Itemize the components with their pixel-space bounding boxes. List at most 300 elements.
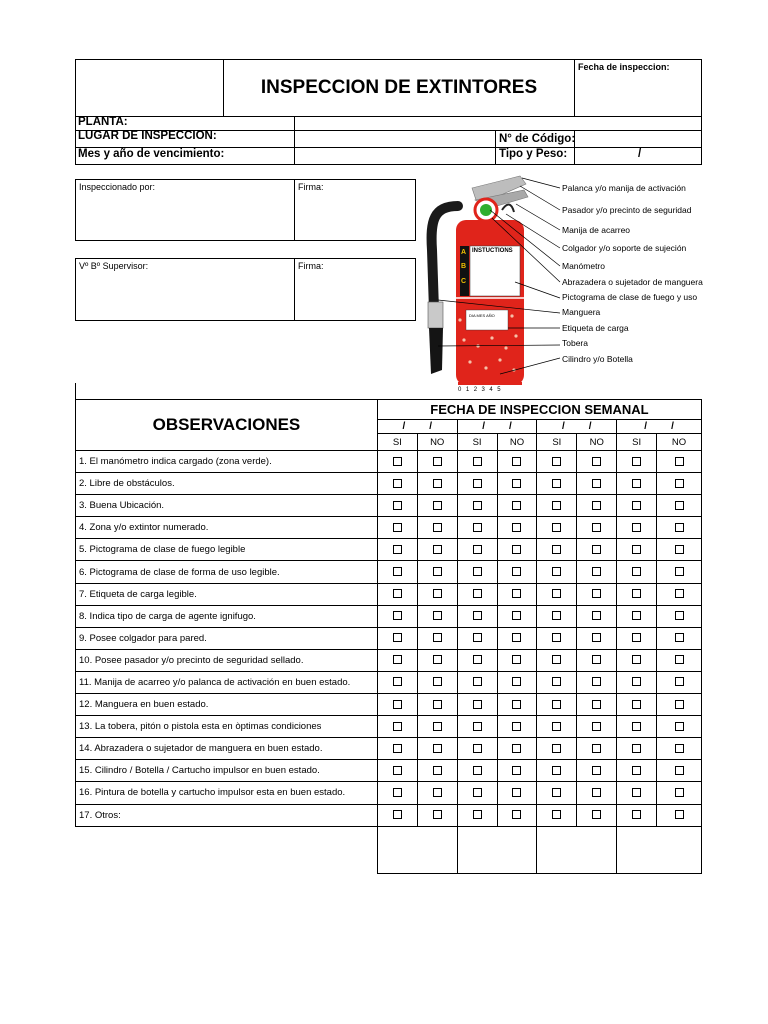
planta-field[interactable] bbox=[295, 116, 701, 130]
checkbox-cell bbox=[457, 561, 497, 583]
no-checkbox[interactable] bbox=[433, 501, 442, 510]
no-checkbox[interactable] bbox=[433, 567, 442, 576]
no-checkbox[interactable] bbox=[675, 611, 684, 620]
si-checkbox[interactable] bbox=[632, 810, 641, 819]
week-date-1[interactable] bbox=[377, 420, 457, 434]
fecha-inspeccion-label: Fecha de inspeccion: bbox=[578, 62, 670, 72]
checkbox-cell bbox=[497, 495, 537, 517]
no-checkbox[interactable] bbox=[512, 677, 521, 686]
checkbox-cell bbox=[577, 804, 617, 826]
observation-item: 11. Manija de acarreo y/o palanca de activación en buen estado. bbox=[76, 671, 378, 693]
abc-letter-a: A bbox=[461, 249, 467, 256]
annotation-manometro: Manómetro bbox=[562, 261, 605, 271]
no-checkbox[interactable] bbox=[512, 567, 521, 576]
no-checkbox[interactable] bbox=[592, 545, 601, 554]
checkbox-cell bbox=[377, 495, 417, 517]
no-checkbox[interactable] bbox=[433, 700, 442, 709]
checkbox-cell bbox=[457, 627, 497, 649]
no-checkbox[interactable] bbox=[675, 633, 684, 642]
week-date-2[interactable] bbox=[457, 420, 537, 434]
checkbox-cell bbox=[417, 694, 457, 716]
checkbox-cell bbox=[537, 716, 577, 738]
checkbox-cell bbox=[457, 451, 497, 473]
scale-4: 4 bbox=[489, 387, 493, 393]
no-checkbox[interactable] bbox=[433, 589, 442, 598]
si-checkbox[interactable] bbox=[393, 545, 402, 554]
no-checkbox[interactable] bbox=[512, 479, 521, 488]
si-checkbox[interactable] bbox=[393, 501, 402, 510]
annotation-abrazadera: Abrazadera o sujetador de manguera bbox=[562, 277, 703, 287]
checkbox-cell bbox=[577, 738, 617, 760]
scale-2: 2 bbox=[473, 387, 478, 393]
no-checkbox[interactable] bbox=[592, 611, 601, 620]
no-checkbox[interactable] bbox=[592, 744, 601, 753]
si-checkbox[interactable] bbox=[632, 611, 641, 620]
checkbox-cell bbox=[617, 517, 657, 539]
checkbox-cell bbox=[497, 671, 537, 693]
checkbox-cell bbox=[657, 738, 702, 760]
week-signature-cell[interactable] bbox=[617, 826, 702, 873]
checkbox-cell bbox=[617, 760, 657, 782]
week-signature-cell[interactable] bbox=[377, 826, 457, 873]
si-checkbox[interactable] bbox=[552, 677, 561, 686]
checklist-row bbox=[76, 804, 702, 826]
si-checkbox[interactable] bbox=[632, 744, 641, 753]
hose-shape bbox=[432, 206, 458, 310]
no-checkbox[interactable] bbox=[512, 633, 521, 642]
no-checkbox[interactable] bbox=[675, 700, 684, 709]
tipo-peso-slash: / bbox=[638, 148, 642, 160]
si-checkbox[interactable] bbox=[473, 655, 482, 664]
no-checkbox[interactable] bbox=[675, 523, 684, 532]
si-checkbox[interactable] bbox=[552, 545, 561, 554]
no-checkbox[interactable] bbox=[675, 744, 684, 753]
no-checkbox[interactable] bbox=[592, 523, 601, 532]
checkbox-cell bbox=[537, 671, 577, 693]
checkbox-cell bbox=[377, 583, 417, 605]
checkbox-cell bbox=[537, 495, 577, 517]
checkbox-cell bbox=[457, 583, 497, 605]
checkbox-cell bbox=[377, 517, 417, 539]
si-checkbox[interactable] bbox=[552, 589, 561, 598]
checkbox-cell bbox=[657, 694, 702, 716]
date-slash: / bbox=[429, 421, 433, 432]
checkbox-cell bbox=[497, 782, 537, 804]
si-checkbox[interactable] bbox=[473, 589, 482, 598]
si-checkbox[interactable] bbox=[552, 457, 561, 466]
si-checkbox[interactable] bbox=[473, 810, 482, 819]
tipo-peso-label: Tipo y Peso: bbox=[499, 148, 568, 160]
si-checkbox[interactable] bbox=[473, 479, 482, 488]
si-checkbox[interactable] bbox=[632, 722, 641, 731]
firma-supervisor-box[interactable] bbox=[294, 258, 416, 321]
no-checkbox[interactable] bbox=[433, 611, 442, 620]
checklist-row bbox=[76, 738, 702, 760]
week-date-4[interactable] bbox=[617, 420, 702, 434]
checkbox-cell bbox=[417, 583, 457, 605]
checklist-row bbox=[76, 716, 702, 738]
checkbox-cell bbox=[417, 649, 457, 671]
no-checkbox[interactable] bbox=[675, 589, 684, 598]
no-header: NO bbox=[497, 434, 537, 451]
no-checkbox[interactable] bbox=[433, 523, 442, 532]
checkbox-cell bbox=[377, 473, 417, 495]
abc-letter-c: C bbox=[461, 278, 467, 285]
observation-item: 4. Zona y/o extintor numerado. bbox=[76, 517, 378, 539]
checkbox-cell bbox=[417, 627, 457, 649]
annotation-manija: Manija de acarreo bbox=[562, 225, 631, 235]
no-checkbox[interactable] bbox=[592, 479, 601, 488]
si-checkbox[interactable] bbox=[632, 655, 641, 664]
si-checkbox[interactable] bbox=[393, 722, 402, 731]
tipo-peso-field[interactable] bbox=[575, 148, 701, 164]
checkbox-cell bbox=[497, 716, 537, 738]
si-checkbox[interactable] bbox=[632, 766, 641, 775]
si-checkbox[interactable] bbox=[632, 479, 641, 488]
checkbox-cell bbox=[657, 451, 702, 473]
firma-inspector-label: Firma: bbox=[298, 182, 324, 192]
checkbox-cell bbox=[617, 539, 657, 561]
checkbox-cell bbox=[417, 760, 457, 782]
checkbox-cell bbox=[577, 627, 617, 649]
checkbox-cell bbox=[537, 627, 577, 649]
no-header: NO bbox=[417, 434, 457, 451]
no-checkbox[interactable] bbox=[433, 655, 442, 664]
si-checkbox[interactable] bbox=[473, 457, 482, 466]
checkbox-cell bbox=[417, 473, 457, 495]
week-signature-cell[interactable] bbox=[537, 826, 617, 873]
annotation-manguera: Manguera bbox=[562, 307, 601, 317]
si-checkbox[interactable] bbox=[393, 523, 402, 532]
footer-row bbox=[76, 826, 702, 873]
no-checkbox[interactable] bbox=[433, 545, 442, 554]
header-logo-box bbox=[75, 59, 224, 117]
checkbox-cell bbox=[537, 583, 577, 605]
no-checkbox[interactable] bbox=[433, 744, 442, 753]
si-checkbox[interactable] bbox=[393, 589, 402, 598]
checkbox-cell bbox=[657, 561, 702, 583]
si-checkbox[interactable] bbox=[632, 457, 641, 466]
no-checkbox[interactable] bbox=[512, 501, 521, 510]
si-checkbox[interactable] bbox=[473, 677, 482, 686]
si-checkbox[interactable] bbox=[632, 788, 641, 797]
si-checkbox[interactable] bbox=[473, 744, 482, 753]
scale-strip bbox=[458, 382, 522, 385]
observation-item: 13. La tobera, pitón o pistola esta en òptimas condiciones bbox=[76, 716, 378, 738]
annotation-colgador: Colgador y/o soporte de sujeción bbox=[562, 243, 687, 253]
checkbox-cell bbox=[657, 517, 702, 539]
si-checkbox[interactable] bbox=[473, 722, 482, 731]
si-header: SI bbox=[617, 434, 657, 451]
no-header: NO bbox=[657, 434, 702, 451]
observation-item: 9. Posee colgador para pared. bbox=[76, 627, 378, 649]
checkbox-cell bbox=[417, 671, 457, 693]
no-checkbox[interactable] bbox=[512, 744, 521, 753]
extinguisher-diagram bbox=[420, 170, 570, 395]
checklist-row bbox=[76, 627, 702, 649]
si-header: SI bbox=[537, 434, 577, 451]
checklist-row bbox=[76, 671, 702, 693]
checkbox-cell bbox=[497, 605, 537, 627]
checkbox-cell bbox=[457, 804, 497, 826]
checkbox-cell bbox=[657, 583, 702, 605]
si-checkbox[interactable] bbox=[393, 744, 402, 753]
no-checkbox[interactable] bbox=[512, 545, 521, 554]
no-checkbox[interactable] bbox=[592, 722, 601, 731]
si-checkbox[interactable] bbox=[632, 501, 641, 510]
si-checkbox[interactable] bbox=[632, 633, 641, 642]
si-checkbox[interactable] bbox=[473, 633, 482, 642]
no-checkbox[interactable] bbox=[512, 611, 521, 620]
no-checkbox[interactable] bbox=[433, 810, 442, 819]
no-checkbox[interactable] bbox=[512, 766, 521, 775]
no-checkbox[interactable] bbox=[433, 766, 442, 775]
week-signature-cell[interactable] bbox=[457, 826, 537, 873]
si-checkbox[interactable] bbox=[473, 766, 482, 775]
si-checkbox[interactable] bbox=[393, 479, 402, 488]
footer-blank bbox=[76, 826, 378, 873]
checkbox-cell bbox=[617, 804, 657, 826]
checkbox-cell bbox=[617, 495, 657, 517]
si-checkbox[interactable] bbox=[552, 501, 561, 510]
checkbox-cell bbox=[617, 627, 657, 649]
no-checkbox[interactable] bbox=[592, 788, 601, 797]
si-checkbox[interactable] bbox=[552, 766, 561, 775]
checkbox-cell bbox=[537, 760, 577, 782]
si-header: SI bbox=[457, 434, 497, 451]
si-checkbox[interactable] bbox=[552, 810, 561, 819]
checkbox-cell bbox=[537, 738, 577, 760]
checkbox-cell bbox=[577, 694, 617, 716]
si-checkbox[interactable] bbox=[632, 545, 641, 554]
checkbox-cell bbox=[537, 694, 577, 716]
no-checkbox[interactable] bbox=[512, 810, 521, 819]
no-checkbox[interactable] bbox=[592, 677, 601, 686]
si-checkbox[interactable] bbox=[552, 744, 561, 753]
no-checkbox[interactable] bbox=[433, 677, 442, 686]
no-checkbox[interactable] bbox=[675, 545, 684, 554]
no-checkbox[interactable] bbox=[512, 722, 521, 731]
si-checkbox[interactable] bbox=[393, 810, 402, 819]
si-checkbox[interactable] bbox=[393, 457, 402, 466]
checkbox-cell bbox=[497, 539, 537, 561]
no-checkbox[interactable] bbox=[512, 788, 521, 797]
si-checkbox[interactable] bbox=[393, 611, 402, 620]
scale-1: 1 bbox=[465, 387, 470, 393]
si-checkbox[interactable] bbox=[552, 700, 561, 709]
checkbox-cell bbox=[497, 561, 537, 583]
si-checkbox[interactable] bbox=[552, 655, 561, 664]
hose-clamp-shape bbox=[428, 302, 443, 328]
checkbox-cell bbox=[577, 495, 617, 517]
no-checkbox[interactable] bbox=[433, 457, 442, 466]
checkbox-cell bbox=[537, 804, 577, 826]
no-checkbox[interactable] bbox=[675, 479, 684, 488]
checklist-row bbox=[76, 517, 702, 539]
week-date-3[interactable] bbox=[537, 420, 617, 434]
supervisor-box[interactable] bbox=[75, 258, 295, 321]
no-checkbox[interactable] bbox=[592, 589, 601, 598]
checkbox-cell bbox=[537, 561, 577, 583]
scale-5: 5 bbox=[497, 387, 501, 393]
si-checkbox[interactable] bbox=[632, 700, 641, 709]
no-checkbox[interactable] bbox=[512, 589, 521, 598]
vencimiento-label: Mes y año de vencimiento: bbox=[78, 148, 225, 160]
si-checkbox[interactable] bbox=[393, 567, 402, 576]
header-row bbox=[76, 400, 702, 420]
si-checkbox[interactable] bbox=[473, 611, 482, 620]
si-checkbox[interactable] bbox=[552, 479, 561, 488]
no-checkbox[interactable] bbox=[675, 501, 684, 510]
si-header: SI bbox=[377, 434, 417, 451]
checkbox-cell bbox=[457, 539, 497, 561]
si-checkbox[interactable] bbox=[632, 567, 641, 576]
no-checkbox[interactable] bbox=[675, 655, 684, 664]
checkbox-cell bbox=[497, 473, 537, 495]
si-checkbox[interactable] bbox=[552, 523, 561, 532]
no-checkbox[interactable] bbox=[592, 457, 601, 466]
checkbox-cell bbox=[617, 716, 657, 738]
checkbox-cell bbox=[537, 782, 577, 804]
observation-item: 10. Posee pasador y/o precinto de seguridad sellado. bbox=[76, 649, 378, 671]
checklist-row bbox=[76, 495, 702, 517]
no-checkbox[interactable] bbox=[592, 501, 601, 510]
checkbox-cell bbox=[657, 804, 702, 826]
cylinder-shape bbox=[456, 220, 524, 385]
si-checkbox[interactable] bbox=[393, 677, 402, 686]
si-checkbox[interactable] bbox=[552, 567, 561, 576]
checkbox-cell bbox=[617, 738, 657, 760]
checkbox-cell bbox=[577, 473, 617, 495]
no-checkbox[interactable] bbox=[592, 700, 601, 709]
no-checkbox[interactable] bbox=[675, 567, 684, 576]
no-checkbox[interactable] bbox=[592, 633, 601, 642]
checklist-row bbox=[76, 473, 702, 495]
si-checkbox[interactable] bbox=[473, 788, 482, 797]
observation-item: 2. Libre de obstáculos. bbox=[76, 473, 378, 495]
checkbox-cell bbox=[617, 473, 657, 495]
si-checkbox[interactable] bbox=[552, 788, 561, 797]
checkbox-cell bbox=[537, 473, 577, 495]
checkbox-cell bbox=[617, 649, 657, 671]
no-checkbox[interactable] bbox=[675, 457, 684, 466]
planta-label: PLANTA: bbox=[78, 116, 128, 128]
no-checkbox[interactable] bbox=[512, 655, 521, 664]
no-checkbox[interactable] bbox=[512, 457, 521, 466]
annotation-palanca: Palanca y/o manija de activación bbox=[562, 183, 686, 193]
vencimiento-field[interactable] bbox=[295, 148, 494, 164]
left-stub-line bbox=[75, 383, 76, 399]
no-checkbox[interactable] bbox=[512, 523, 521, 532]
no-checkbox[interactable] bbox=[512, 700, 521, 709]
checkbox-cell bbox=[657, 605, 702, 627]
date-slash: / bbox=[482, 421, 486, 432]
checkbox-cell bbox=[497, 627, 537, 649]
checklist-row bbox=[76, 583, 702, 605]
checkbox-cell bbox=[537, 605, 577, 627]
inspeccionado-box[interactable] bbox=[75, 179, 295, 241]
checkbox-cell bbox=[657, 760, 702, 782]
checkbox-cell bbox=[577, 760, 617, 782]
si-checkbox[interactable] bbox=[393, 788, 402, 797]
checkbox-cell bbox=[657, 649, 702, 671]
checkbox-cell bbox=[617, 561, 657, 583]
si-checkbox[interactable] bbox=[393, 700, 402, 709]
checkbox-cell bbox=[537, 649, 577, 671]
checkbox-cell bbox=[457, 738, 497, 760]
no-checkbox[interactable] bbox=[592, 567, 601, 576]
si-checkbox[interactable] bbox=[473, 501, 482, 510]
si-checkbox[interactable] bbox=[393, 655, 402, 664]
annotation-tobera: Tobera bbox=[562, 338, 588, 348]
si-checkbox[interactable] bbox=[552, 611, 561, 620]
info-grid bbox=[75, 116, 702, 165]
date-slash: / bbox=[562, 421, 565, 432]
no-checkbox[interactable] bbox=[675, 766, 684, 775]
no-checkbox[interactable] bbox=[433, 788, 442, 797]
checkbox-cell bbox=[497, 517, 537, 539]
supervisor-label: Vº Bº Supervisor: bbox=[79, 261, 149, 271]
checklist-row bbox=[76, 782, 702, 804]
si-checkbox[interactable] bbox=[393, 633, 402, 642]
codigo-label: N° de Código: bbox=[499, 133, 576, 145]
si-checkbox[interactable] bbox=[552, 722, 561, 731]
no-checkbox[interactable] bbox=[433, 479, 442, 488]
checkbox-cell bbox=[577, 451, 617, 473]
observation-item: 8. Indica tipo de carga de agente ignifugo. bbox=[76, 605, 378, 627]
no-checkbox[interactable] bbox=[675, 677, 684, 686]
checkbox-cell bbox=[377, 539, 417, 561]
scale-3: 3 bbox=[481, 387, 485, 393]
si-checkbox[interactable] bbox=[473, 700, 482, 709]
si-checkbox[interactable] bbox=[473, 567, 482, 576]
checkbox-cell bbox=[457, 671, 497, 693]
checkbox-cell bbox=[577, 539, 617, 561]
lugar-inspeccion-field[interactable] bbox=[295, 131, 494, 147]
fecha-inspeccion-box[interactable] bbox=[574, 59, 702, 117]
firma-inspector-box[interactable] bbox=[294, 179, 416, 241]
checklist-table bbox=[75, 399, 702, 874]
no-checkbox[interactable] bbox=[592, 766, 601, 775]
checkbox-cell bbox=[617, 451, 657, 473]
no-checkbox[interactable] bbox=[675, 810, 684, 819]
si-checkbox[interactable] bbox=[632, 589, 641, 598]
si-checkbox[interactable] bbox=[552, 633, 561, 642]
checkbox-cell bbox=[417, 716, 457, 738]
checkbox-cell bbox=[497, 760, 537, 782]
codigo-field[interactable] bbox=[575, 131, 701, 147]
si-checkbox[interactable] bbox=[632, 677, 641, 686]
checkbox-cell bbox=[577, 716, 617, 738]
no-checkbox[interactable] bbox=[675, 788, 684, 797]
no-checkbox[interactable] bbox=[592, 655, 601, 664]
si-checkbox[interactable] bbox=[632, 523, 641, 532]
checkbox-cell bbox=[377, 671, 417, 693]
si-checkbox[interactable] bbox=[473, 545, 482, 554]
observation-item: 7. Etiqueta de carga legible. bbox=[76, 583, 378, 605]
observation-item: 5. Pictograma de clase de fuego legible bbox=[76, 539, 378, 561]
checkbox-cell bbox=[377, 760, 417, 782]
si-checkbox[interactable] bbox=[473, 523, 482, 532]
no-checkbox[interactable] bbox=[592, 810, 601, 819]
no-checkbox[interactable] bbox=[433, 722, 442, 731]
no-checkbox[interactable] bbox=[675, 722, 684, 731]
no-checkbox[interactable] bbox=[433, 633, 442, 642]
checkbox-cell bbox=[497, 649, 537, 671]
checkbox-cell bbox=[577, 671, 617, 693]
si-checkbox[interactable] bbox=[393, 766, 402, 775]
checkbox-cell bbox=[577, 782, 617, 804]
